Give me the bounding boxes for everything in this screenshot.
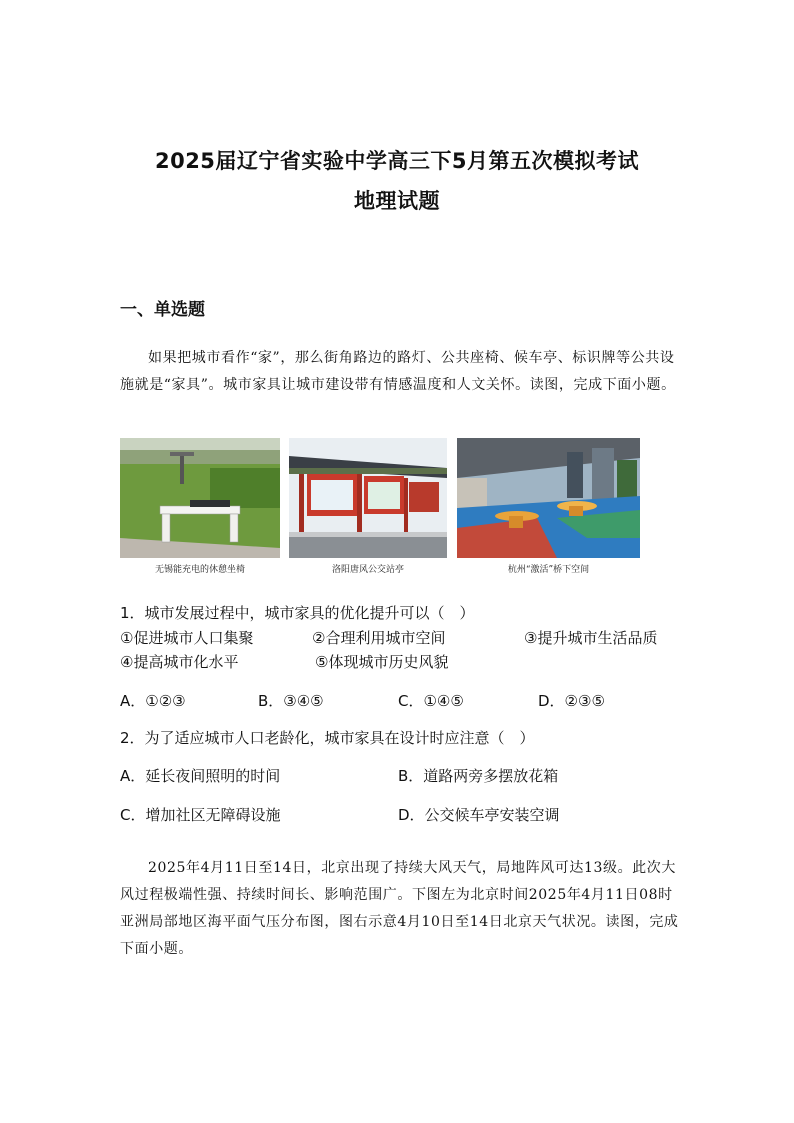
photo-caption-2: 洛阳唐风公交站亭: [331, 565, 404, 575]
q1-option-a[interactable]: A．①②③: [120, 692, 186, 710]
q1-option-d[interactable]: D．②③⑤: [538, 692, 605, 710]
q1-item-4: ④提高城市化水平: [120, 653, 239, 671]
q2-option-c[interactable]: C．增加社区无障碍设施: [120, 806, 281, 824]
photo-caption-1: 无锡能充电的休憩坐椅: [154, 565, 245, 575]
exam-subtitle: 地理试题: [354, 189, 440, 213]
q2-option-d[interactable]: D．公交候车亭安装空调: [398, 806, 560, 824]
under-bridge-photo: [457, 438, 640, 558]
q2-option-b[interactable]: B．道路两旁多摆放花箱: [398, 767, 559, 785]
photo-caption-3: 杭州“激活”桥下空间: [507, 565, 590, 575]
q1-item-2: ②合理利用城市空间: [312, 629, 446, 647]
q2-option-a[interactable]: A．延长夜间照明的时间: [120, 767, 281, 785]
q1-option-b[interactable]: B．③④⑤: [258, 692, 324, 710]
q1-item-3: ③提升城市生活品质: [524, 629, 658, 647]
intro-paragraph-2: 2025年4月11日至14日，北京出现了持续大风天气，局地阵风可达13级。此次大风过程极端性强、持续时间长、影响范围广。下图左为北京时间2025年4月11日08时亚洲局部地区海平面气压分布图，图右示意4月10日至14日北京天气状况。读图，完成下面小题。: [120, 860, 679, 957]
intro-paragraph-1: 如果把城市看作“家”，那么街角路边的路灯、公共座椅、候车亭、标识牌等公共设施就是“家具”。城市家具让城市建设带有情感温度和人文关怀。读图，完成下面小题。: [120, 350, 676, 393]
q1-option-c[interactable]: C．①④⑤: [398, 692, 464, 710]
q1-item-1: ①促进城市人口集聚: [120, 629, 254, 647]
solar-bench-photo: [120, 438, 280, 558]
exam-title: 2025届辽宁省实验中学高三下5月第五次模拟考试: [154, 149, 640, 173]
q1-item-5: ⑤体现城市历史风貌: [315, 653, 449, 671]
section-heading: 一、单选题: [120, 300, 205, 320]
question-2-stem: 2．为了适应城市人口老龄化，城市家具在设计时应注意（ ）: [120, 729, 535, 747]
bus-shelter-photo: [289, 438, 447, 558]
question-1-stem: 1．城市发展过程中，城市家具的优化提升可以（ ）: [120, 604, 475, 622]
